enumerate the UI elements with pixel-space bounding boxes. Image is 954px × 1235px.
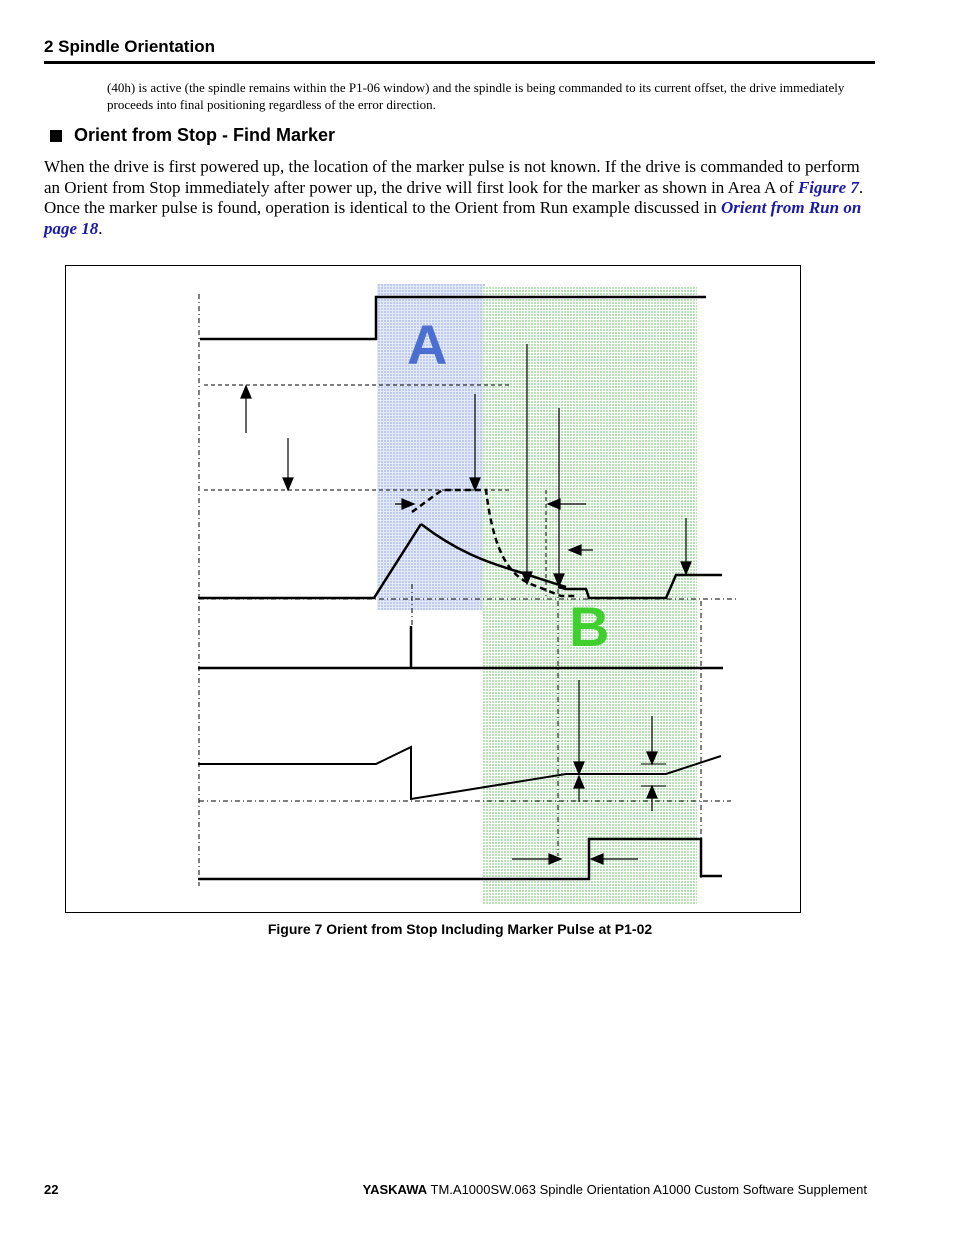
page-number: 22 [44,1182,59,1197]
brand-name: YASKAWA [362,1182,428,1197]
figure-7-link[interactable]: Figure 7 [797,177,859,197]
document-name: TM.A1000SW.063 Spindle Orientation A1000 Custom Software Supplement [427,1182,867,1197]
section-title: 2 Spindle Orientation [44,37,215,56]
subheading-text: Orient from Stop - Find Marker [74,125,336,145]
timing-diagram [65,265,801,913]
square-bullet-icon [50,130,62,142]
intro-paragraph: (40h) is active (the spindle remains within the P1-06 window) and the spindle is being commanded to its current offset, the drive immediately proceeds into final positioning regardless of the error direction. [107,80,845,112]
body-text-1: When the drive is first powered up, the location of the marker pulse is not known. If the drive is commanded to perform an Orient from Stop immediately after power up, the drive will first look for the marker as shown in Area A of [44,157,860,197]
area-b-label: B [569,595,610,658]
body-paragraph [44,157,874,239]
document-title [363,1182,867,1197]
figure-caption: Figure 7 Orient from Stop Including Marker Pulse at P1-02 [267,921,653,937]
orient-from-run-link[interactable]: Orient from Run on page 18 [44,198,862,238]
section-header [44,37,875,64]
subheading [50,125,335,146]
body-text-3: . [98,218,103,238]
body-text-2: . Once the marker pulse is found, operation is identical to the Orient from Run example discussed in [44,177,864,217]
area-a-label: A [407,313,448,376]
